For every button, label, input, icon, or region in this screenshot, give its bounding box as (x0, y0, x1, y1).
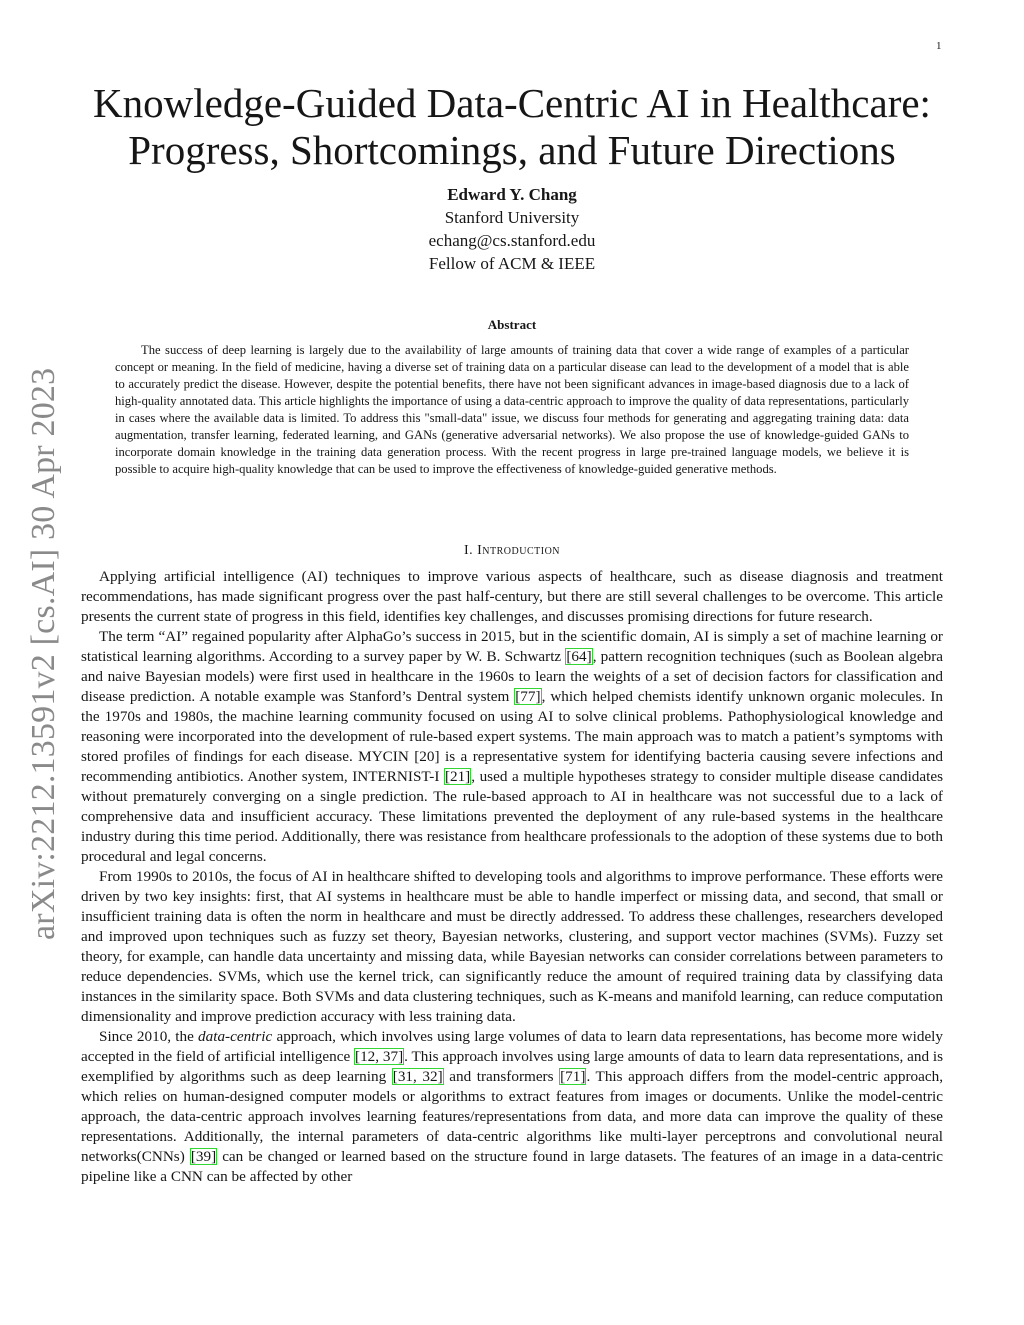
paragraph-2-text-d: , used a multiple hypotheses strategy to consider multiple disease candidates without prematurely converging on a single prediction. The rule-based approach to AI in healthcare was not successful due to a lack of comprehensive data and insufficient accuracy. These limitations prevented the deployment of any rule-based systems in the healthcare industry during this time period. Additionally, there was resistance from healthcare professionals to the adoption of these systems due to both procedural and legal concerns. (81, 768, 943, 865)
paragraph-4-text-f: can be changed or learned based on the structure found in large datasets. The features of an image in a data-centric pipeline like a CNN can be affected by other (81, 1148, 943, 1185)
citation-link-64[interactable]: [64] (566, 648, 592, 665)
section-heading-introduction: I. Introduction (463, 543, 561, 558)
paragraph-2-text-c: , which helped chemists identify unknown organic molecules. In the 1970s and 1980s, the machine learning community focused on using AI to solve clinical problems. Pathophysiological knowledge and reasoning were incorporated into the development of rule-based expert systems. The main approach was to match a patient’s symptoms with stored profiles of findings for each disease. MYCIN [20] is a representative system for identifying bacteria causing severe infections and recommending antibiotics. Another system, INTERNIST-I (81, 688, 943, 785)
arxiv-identifier-stamp: arXiv:2212.13591v2 [cs.AI] 30 Apr 2023 (25, 367, 62, 940)
abstract-heading: Abstract (487, 317, 537, 332)
paragraph-4-text-b: approach, which involves using large volumes of data to learn data representations, has become more widely accepted in the field of artificial intelligence (81, 1028, 943, 1065)
author-affiliation: Stanford University (444, 208, 580, 227)
paragraph-2-text-b: , pattern recognition techniques (such as Boolean algebra and naive Bayesian models) were first used in healthcare in the 1960s to learn the weights of a set of decision factors for classification and disease prediction. A notable example was Stanford’s Dentral system (81, 648, 943, 705)
author-name: Edward Y. Chang (447, 185, 577, 204)
author-fellowship: Fellow of ACM & IEEE (428, 254, 596, 273)
paragraph-4-text-c: . This approach involves using large amounts of data to learn data representations, and is exemplified by algorithms such as deep learning (81, 1048, 944, 1085)
citation-link-12-37[interactable]: [12, 37] (355, 1048, 404, 1065)
author-email: echang@cs.stanford.edu (428, 231, 596, 250)
paragraph-4-text-d: and transformers (443, 1068, 560, 1085)
citation-link-71[interactable]: [71] (560, 1068, 586, 1085)
paragraph-4 (81, 1027, 943, 1187)
introduction-body (81, 567, 943, 1187)
paragraph-2-text-a: The term “AI” regained popularity after AlphaGo’s success in 2015, but in the scientific domain, AI is simply a set of machine learning or statistical learning algorithms. According to a survey paper by W. B. Schwartz (81, 628, 943, 665)
title-line-2: Progress, Shortcomings, and Future Directions (128, 127, 896, 173)
page-number: 1 (936, 40, 942, 52)
citation-link-21[interactable]: [21] (444, 768, 471, 785)
paragraph-4-text-e: . This approach differs from the model-centric approach, which relies on human-designed computer models or algorithms to extract features from images or documents. Unlike the model-centric approach, the data-centric approach involves learning features/representations from data, and more data can improve the quality of these representations. Additionally, the internal parameters of data-centric algorithms like multi-layer perceptrons and convolutional neural networks(CNNs) (81, 1068, 943, 1165)
paragraph-1: Applying artificial intelligence (AI) techniques to improve various aspects of healthcare, such as disease diagnosis and treatment recommendations, has made significant progress over the past half-century, but there are still several challenges to be overcome. This article presents the current state of progress in this field, identifies key challenges, and discusses promising directions for future research. (81, 568, 943, 625)
abstract-text: The success of deep learning is largely due to the availability of large amounts of training data that cover a wide range of examples of a particular concept or meaning. In the field of medicine, having a diverse set of training data on a particular disease can lead to the development of a model that is able to accurately predict the disease. However, despite the potential benefits, there have not been significant advances in image-based diagnosis due to a lack of high-quality annotated data. This article highlights the importance of using a data-centric approach to improve the quality of data representations, particularly in cases where the available data is limited. To address this "small-data" issue, we discuss four methods for generating and aggregating training data: data augmentation, transfer learning, federated learning, and GANs (generative adversarial networks). We also propose the use of knowledge-guided GANs to incorporate domain knowledge in the training data generation process. With the recent progress in large pre-trained language models, we believe it is possible to acquire high-quality knowledge that can be used to improve the effectiveness of knowledge-guided generative methods. (115, 343, 909, 476)
title-line-1: Knowledge-Guided Data-Centric AI in Healthcare: (93, 80, 931, 126)
citation-link-31-32[interactable]: [31, 32] (392, 1068, 443, 1085)
paragraph-4-text-a: Since 2010, the (99, 1028, 199, 1045)
emphasis-data-centric: data-centric (198, 1028, 273, 1045)
citation-link-39[interactable]: [39] (190, 1148, 217, 1165)
paragraph-3: From 1990s to 2010s, the focus of AI in healthcare shifted to developing tools and algorithms to improve performance. These efforts were driven by two key insights: first, that AI systems in healthcare must be able to handle imperfect or missing data, and second, that small or insufficient training data is often the norm in healthcare and must be directly addressed. To address these challenges, researchers developed and improved upon techniques such as fuzzy set theory, Bayesian networks, clustering, and support vector machines (SVMs). Fuzzy set theory, for example, can handle data uncertainty and missing data, while Bayesian networks can consider correlations between parameters to reduce dependencies. SVMs, which use the kernel trick, can significantly reduce the amount of required training data by classifying data instances in the similarity space. Both SVMs and data clustering techniques, such as K-means and manifold learning, can reduce computation dimensionality and improve prediction accuracy with less training data. (81, 868, 943, 1025)
author-block (0, 183, 1024, 275)
paper-title (60, 80, 964, 174)
paragraph-2 (81, 627, 943, 867)
citation-link-77[interactable]: [77] (515, 688, 541, 705)
